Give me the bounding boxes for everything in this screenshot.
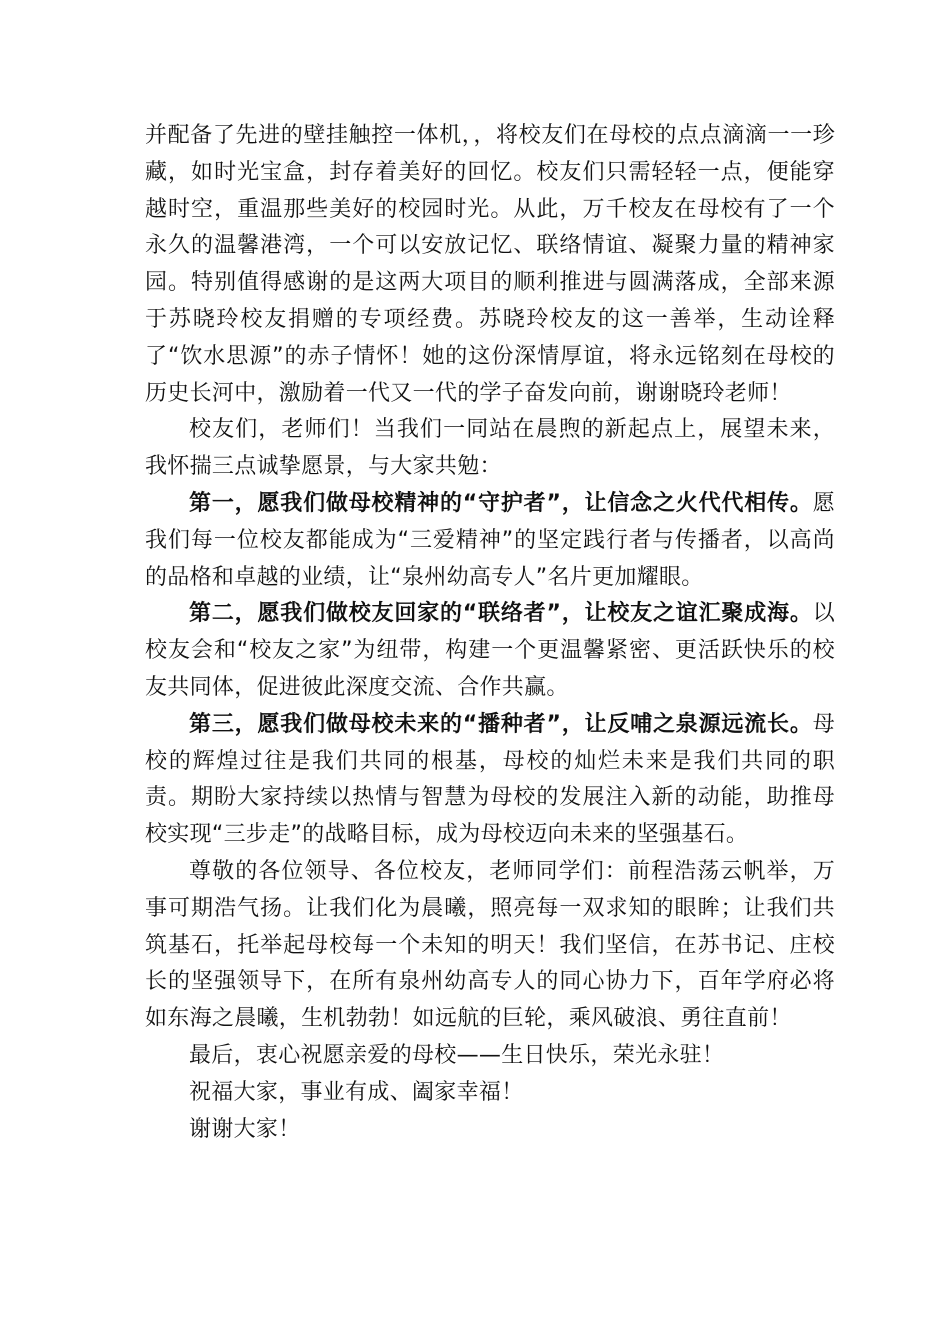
paragraph-text: 母校的辉煌过往是我们共同的根基，母校的灿烂未来是我们共同的职责。期盼大家持续以热情与智慧为母校的发展注入新的动能，助推母校实现“三步走”的战略目标，成为母校迈向未来的坚强基石。: [145, 711, 835, 848]
paragraph-text: 尊敬的各位领导、各位校友，老师同学们：前程浩荡云帆举，万事可期浩气扬。让我们化为晨曦，照亮每一双求知的眼眸；让我们共筑基石，托举起母校每一个未知的明天！我们坚信，在苏书记、庄校长的坚强领导下，在所有泉州幼高专人的同心协力下，百年学府必将如东海之晨曦，生机勃勃！如远航的巨轮，乘风破浪、勇往直前！: [145, 858, 835, 1032]
paragraph-vision-second: [145, 596, 835, 706]
paragraph-thanks: [145, 1112, 835, 1149]
paragraph-text: 祝福大家，事业有成、阖家幸福！: [189, 1079, 524, 1105]
paragraph-text: 校友们，老师们！当我们一同站在晨煦的新起点上，展望未来，我怀揣三点诚挚愿景，与大家共勉：: [145, 417, 835, 480]
paragraph-text: 最后，衷心祝愿亲爱的母校——生日快乐，荣光永驻！: [189, 1042, 725, 1068]
paragraph-lead: 第一，愿我们做母校精神的“守护者”，让信念之火代代相传。: [189, 490, 813, 516]
paragraph-lead: 第二，愿我们做校友回家的“联络者”，让校友之谊汇聚成海。: [189, 601, 813, 627]
paragraph-project-thanks: [145, 118, 835, 412]
paragraph-text: 以校友会和“校友之家”为纽带，构建一个更温馨紧密、更活跃快乐的校友共同体，促进彼此深度交流、合作共赢。: [145, 601, 835, 700]
paragraph-vision-third: [145, 707, 835, 854]
paragraph-blessing: [145, 1075, 835, 1112]
paragraph-birthday-wish: [145, 1038, 835, 1075]
speech-body: [145, 118, 835, 1148]
paragraph-lead: 第三，愿我们做母校未来的“播种者”，让反哺之泉源远流长。: [189, 711, 813, 737]
paragraph-vision-intro: [145, 412, 835, 486]
paragraph-closing-appeal: [145, 854, 835, 1038]
paragraph-text: 谢谢大家！: [189, 1116, 301, 1142]
paragraph-text: 愿我们每一位校友都能成为“三爱精神”的坚定践行者与传播者，以高尚的品格和卓越的业绩，让“泉州幼高专人”名片更加耀眼。: [145, 490, 835, 590]
paragraph-text: 并配备了先进的壁挂触控一体机，，将校友们在母校的点点滴滴一一珍藏，如时光宝盒，封存着美好的回忆。校友们只需轻轻一点，便能穿越时空，重温那些美好的校园时光。从此，万千校友在母校有了一个永久的温馨港湾，一个可以安放记忆、联络情谊、凝聚力量的精神家园。特别值得感谢的是这两大项目的顺利推进与圆满落成，全部来源于苏晓玲校友捐赠的专项经费。苏晓玲校友的这一善举，生动诠释了“饮水思源”的赤子情怀！她的这份深情厚谊，将永远铭刻在母校的历史长河中，激励着一代又一代的学子奋发向前，谢谢晓玲老师！: [145, 123, 835, 406]
paragraph-vision-first: [145, 486, 835, 596]
